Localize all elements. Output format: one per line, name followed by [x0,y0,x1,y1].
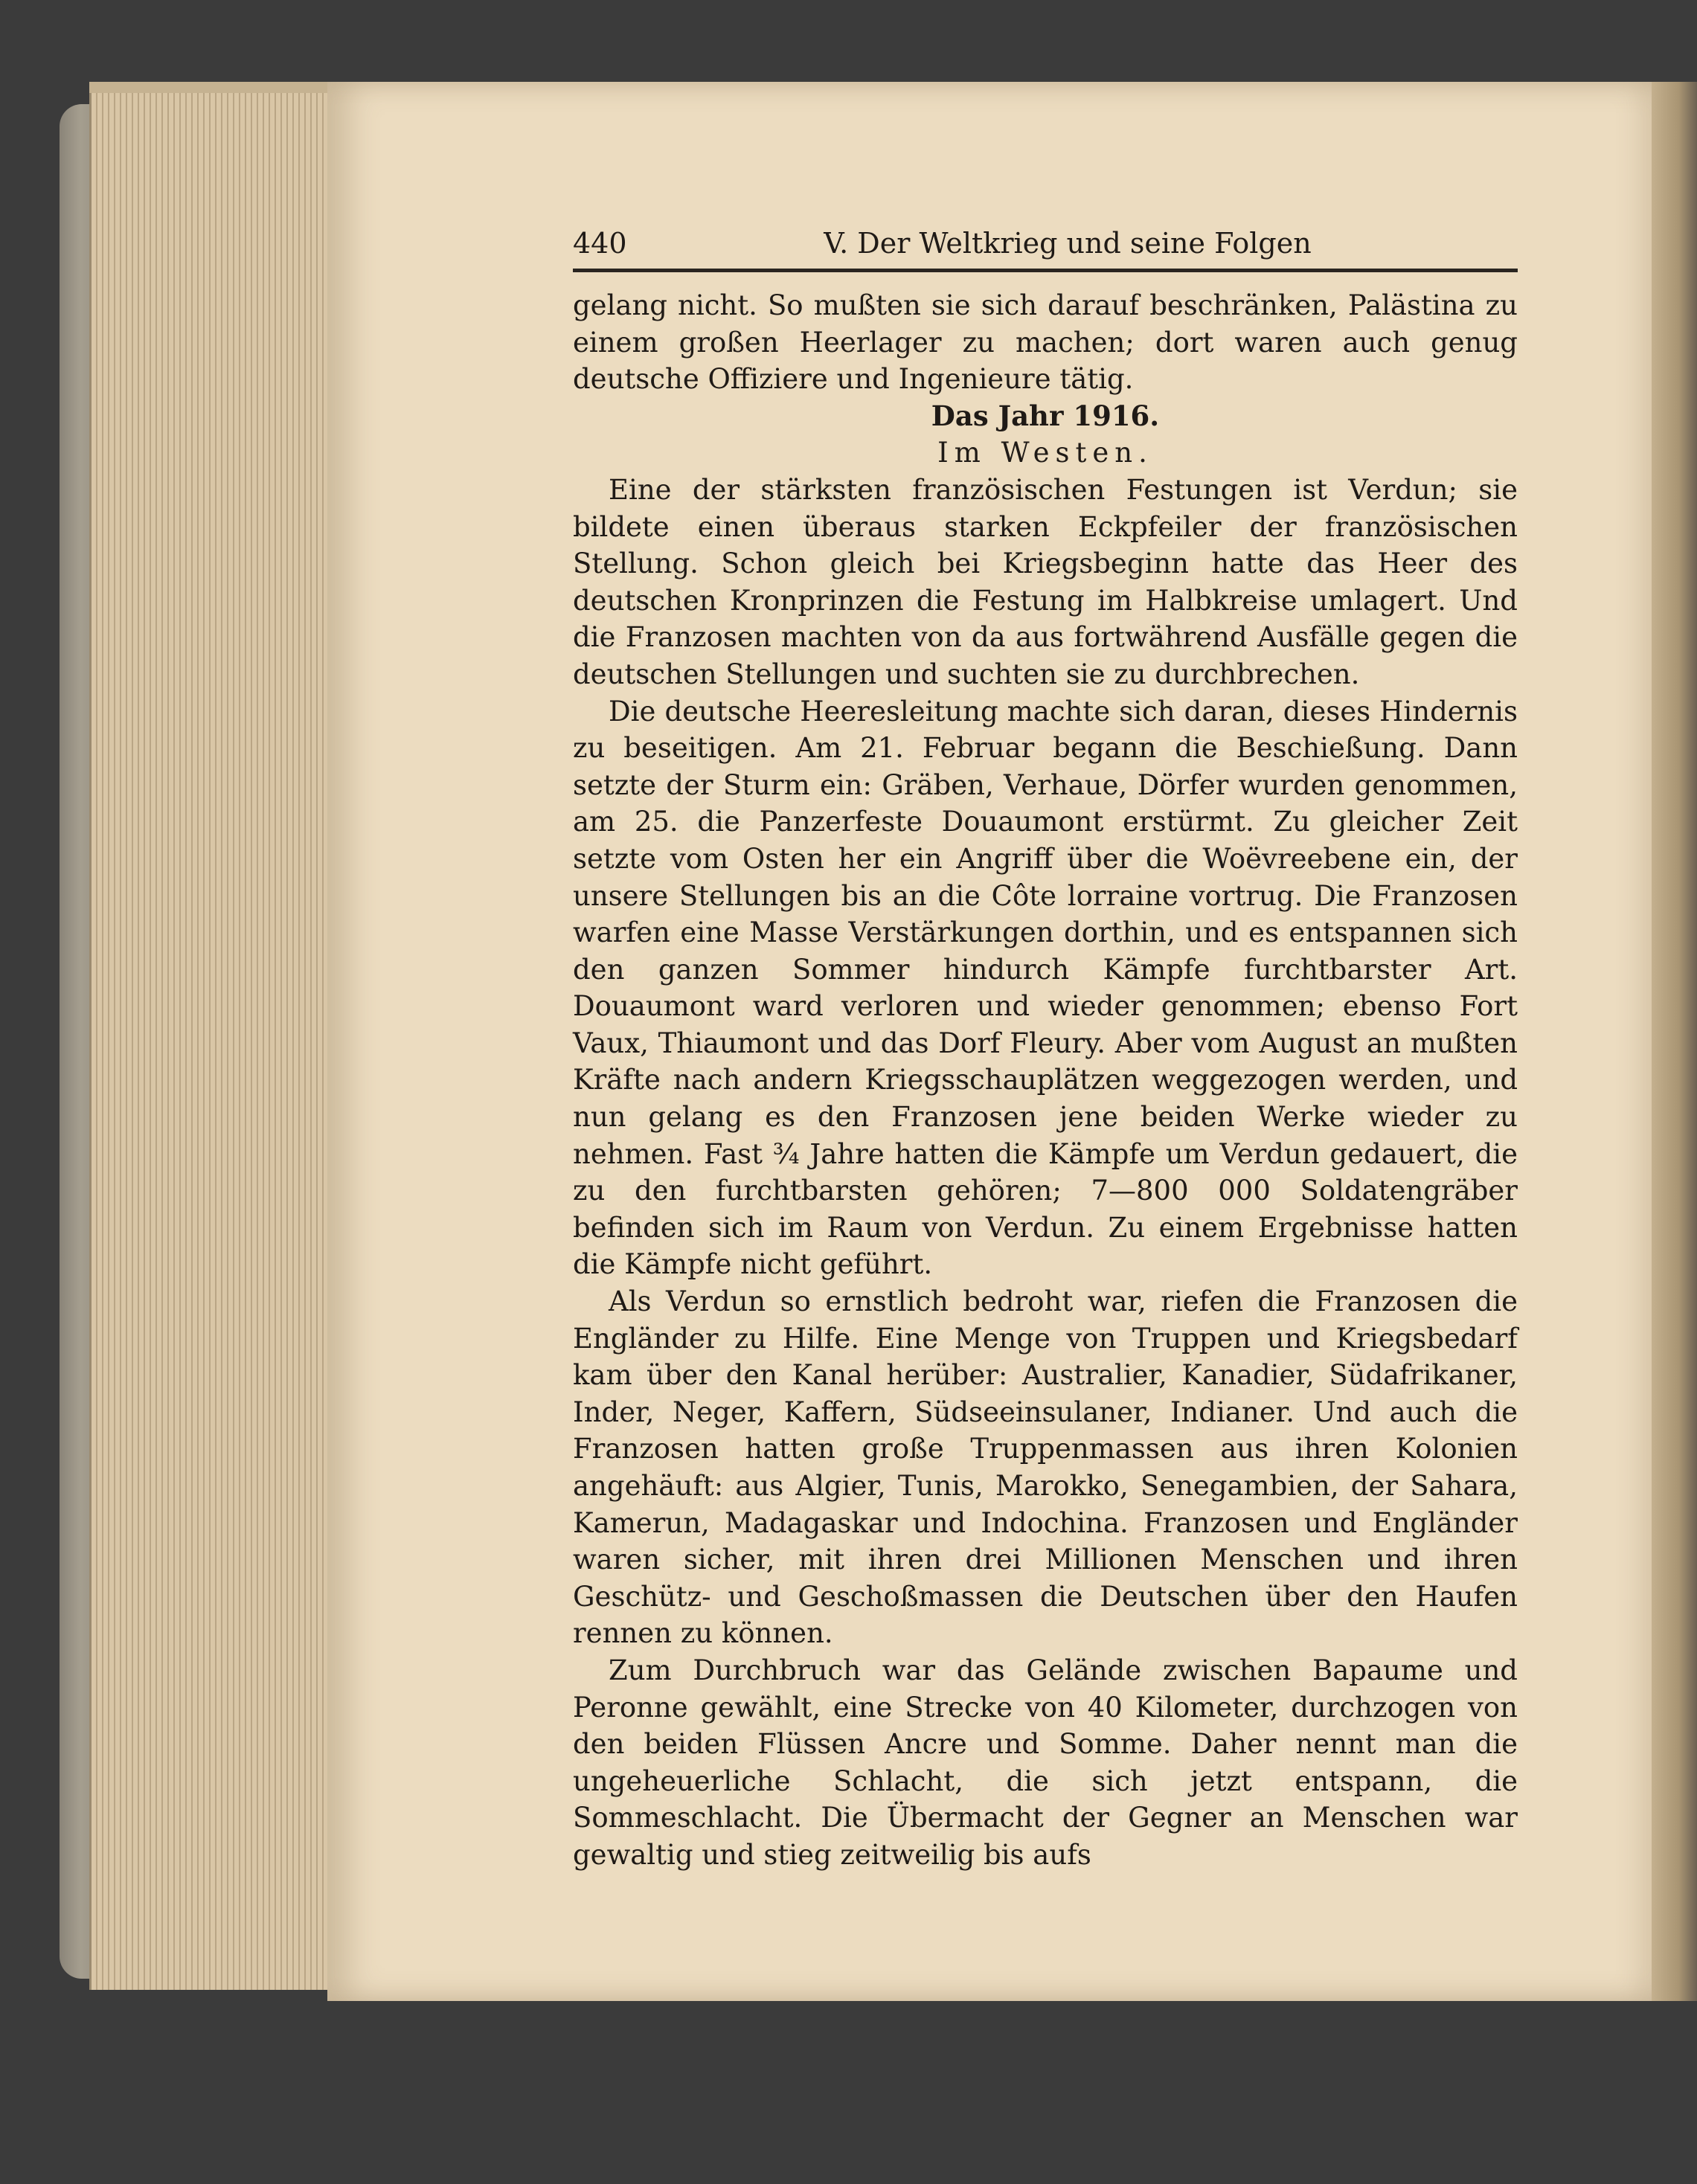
subsection-heading: Im Westen. [937,437,1153,469]
running-title: V. Der Weltkrieg und seine Folgen [824,227,1312,260]
paragraph: Die deutsche Heeresleitung machte sich daran, dieses Hindernis zu beseitigen. Am 21. Februar begann die Beschießung. Dann setzte der Sturm ein: Gräben, Verhaue, Dörfer wurden genommen, am 25. die Panzerfeste Douaumont erstürmt. Zu gleicher Zeit setzte vom Osten her ein Angriff über die Woëvreebene ein, der unsere Stellungen bis an die Côte lorraine vortrug. Die Franzosen warfen eine Masse Verstärkungen dorthin, und es entspannen sich den ganzen Sommer hindurch Kämpfe furchtbarster Art. Douaumont ward verloren und wieder genommen; ebenso Fort Vaux, Thiaumont und das Dorf Fleury. Aber vom August an mußten Kräfte nach andern Kriegsschauplätzen weggezogen werden, und nun gelang es den Franzosen jene beiden Werke wieder zu nehmen. Fast ¾ Jahre hatten die Kämpfe um Verdun gedauert, die zu den furchtbarsten gehören; 7—800 000 Soldatengräber befinden sich im Raum von Verdun. Zu einem Ergebnisse hatten die Kämpfe nicht geführt. [573,695,1518,1281]
paragraph: Eine der stärksten französischen Festungen ist Verdun; sie bildete einen überaus starken Eckpfeiler der französischen Stellung. Schon gleich bei Kriegsbeginn hatte das Heer des deutschen Kronprinzen die Festung im Halbkreise umlagert. Und die Franzosen machten von da aus fortwährend Ausfälle gegen die deutschen Stellungen und suchten sie zu durchbrechen. [573,473,1518,690]
body-text [573,287,1518,1874]
page-number: 440 [573,227,627,260]
page-content [573,227,1518,1874]
page-edges [89,93,337,1990]
intro-paragraph: gelang nicht. So mußten sie sich darauf beschränken, Palästina zu einem großen Heerlager zu machen; dort waren auch genug deutsche Offiziere und Ingenieure tätig. [573,289,1518,396]
running-head [573,227,1518,272]
paragraph: Zum Durchbruch war das Gelände zwischen Bapaume und Peronne gewählt, eine Strecke von 40 Kilometer, durchzogen von den beiden Flüssen Ancre und Somme. Daher nennt man die ungeheuerliche Schlacht, die sich jetzt entspann, die Sommeschlacht. Die Übermacht der Gegner an Menschen war gewaltig und stieg zeitweilig bis aufs [573,1654,1518,1871]
section-heading: Das Jahr 1916. [931,399,1160,432]
paragraph: Als Verdun so ernstlich bedroht war, riefen die Franzosen die Engländer zu Hilfe. Eine Menge von Truppen und Kriegsbedarf kam über den Kanal herüber: Australier, Kanadier, Südafrikaner, Inder, Neger, Kaffern, Südseeinsulaner, Indianer. Und auch die Franzosen hatten große Truppenmassen aus ihren Kolonien angehäuft: aus Algier, Tunis, Marokko, Senegambien, der Sahara, Kamerun, Madagaskar und Indochina. Franzosen und Engländer waren sicher, mit ihren drei Millionen Menschen und ihren Geschütz- und Geschoßmassen die Deutschen über den Haufen rennen zu können. [573,1285,1518,1650]
page-right-edge [1652,82,1697,2001]
